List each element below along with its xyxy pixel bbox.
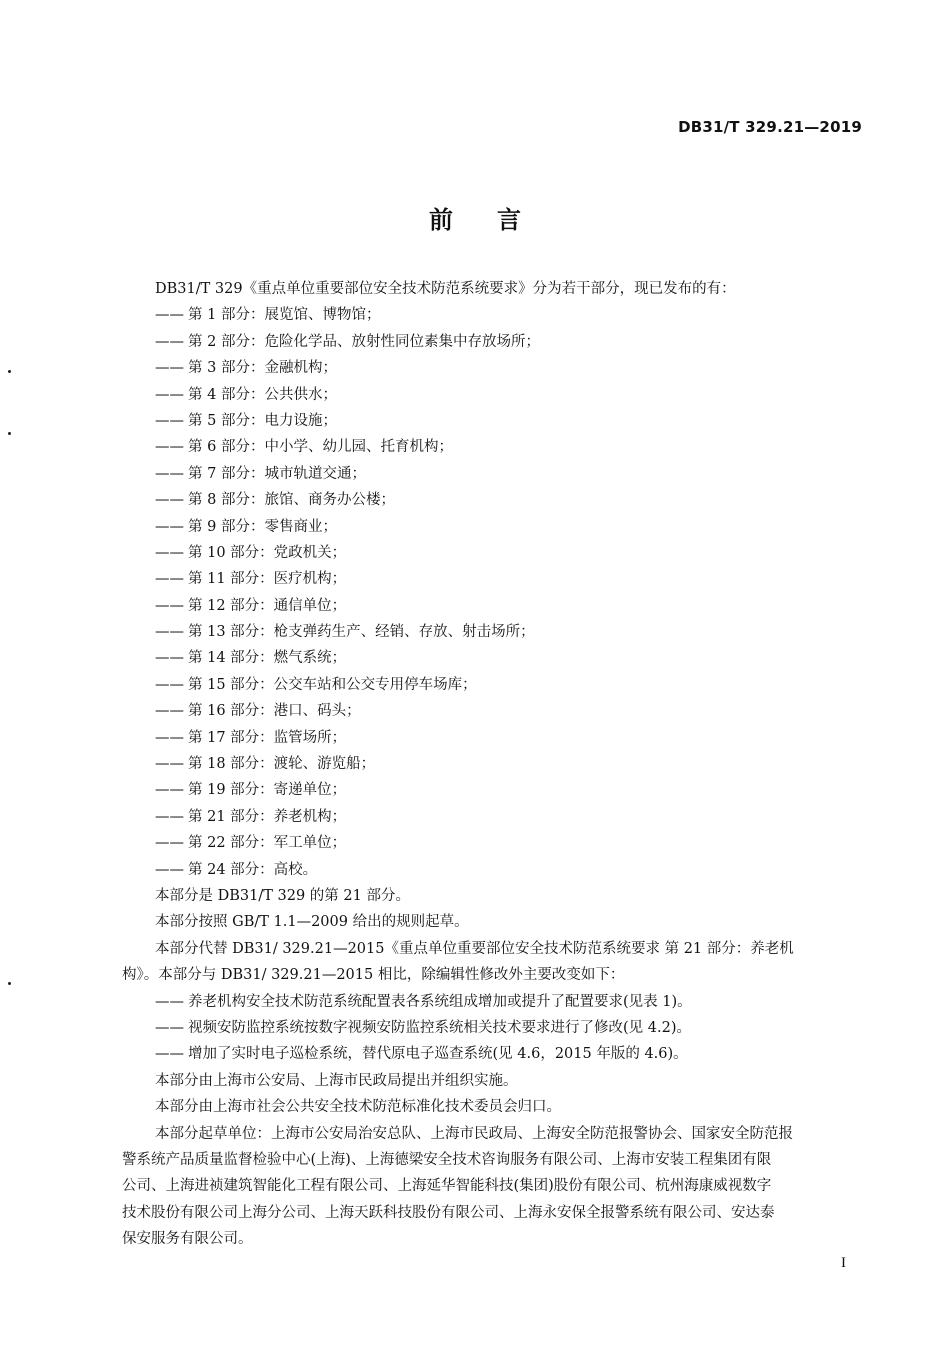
em-dash-marker: —— bbox=[155, 544, 184, 561]
change-list-item bbox=[122, 989, 862, 1015]
part-list-item bbox=[122, 777, 862, 803]
paragraph-replaces-cont: 构》。本部分与 DB31/ 329.21—2015 相比，除编辑性修改外主要改变如下： bbox=[122, 967, 625, 984]
part-list-item bbox=[122, 698, 862, 724]
part-list-item-text: 第 2 部分：危险化学品、放射性同位素集中存放场所； bbox=[188, 333, 540, 350]
part-list-item-text: 第 14 部分：燃气系统； bbox=[188, 650, 347, 667]
part-list-item-text: 第 8 部分：旅馆、商务办公楼； bbox=[188, 492, 395, 509]
part-list-item-text: 第 11 部分：医疗机构； bbox=[188, 571, 347, 588]
part-list-item-text: 第 6 部分：中小学、幼儿园、托育机构； bbox=[188, 439, 453, 456]
change-list-item-text: 增加了实时电子巡检系统，替代原电子巡查系统(见 4.6，2015 年版的 4.6)。 bbox=[188, 1046, 688, 1063]
change-list-item bbox=[122, 1015, 862, 1041]
paragraph-drafters: 本部分起草单位：上海市公安局治安总队、上海市民政局、上海安全防范报警协会、国家安全防范报 bbox=[155, 1125, 793, 1142]
part-list-item-text: 第 12 部分：通信单位； bbox=[188, 597, 347, 614]
part-list-item-text: 第 1 部分：展览馆、博物馆； bbox=[188, 307, 381, 324]
em-dash-marker: —— bbox=[155, 360, 184, 377]
change-list-item-text: 视频安防监控系统按数字视频安防监控系统相关技术要求进行了修改(见 4.2)。 bbox=[188, 1019, 691, 1036]
em-dash-marker: —— bbox=[155, 465, 184, 482]
parts-list bbox=[122, 302, 862, 883]
part-list-item bbox=[122, 487, 862, 513]
em-dash-marker: —— bbox=[155, 703, 184, 720]
part-list-item bbox=[122, 857, 862, 883]
em-dash-marker: —— bbox=[155, 1019, 184, 1036]
em-dash-marker: —— bbox=[155, 492, 184, 509]
em-dash-marker: —— bbox=[155, 1046, 184, 1063]
paragraph-drafters-cont: 警系统产品质量监督检验中心(上海)、上海德梁安全技术咨询服务有限公司、上海市安装工程集团有限 bbox=[122, 1151, 772, 1168]
paragraph-drafters-cont: 保安服务有限公司。 bbox=[122, 1231, 253, 1248]
page-title: 前言 bbox=[429, 206, 565, 234]
part-list-item bbox=[122, 725, 862, 751]
em-dash-marker: —— bbox=[155, 782, 184, 799]
part-list-item-text: 第 4 部分：公共供水； bbox=[188, 386, 337, 403]
em-dash-marker: —— bbox=[155, 439, 184, 456]
paragraph-drafting-rules: 本部分按照 GB/T 1.1—2009 给出的规则起草。 bbox=[155, 914, 469, 931]
em-dash-marker: —— bbox=[155, 808, 184, 825]
em-dash-marker: —— bbox=[155, 835, 184, 852]
scan-speck bbox=[8, 370, 11, 373]
em-dash-marker: —— bbox=[155, 676, 184, 693]
part-list-item bbox=[122, 302, 862, 328]
standard-code: DB31/T 329.21—2019 bbox=[678, 118, 862, 136]
paragraph-part-number: 本部分是 DB31/T 329 的第 21 部分。 bbox=[155, 887, 410, 904]
part-list-item-text: 第 17 部分：监管场所； bbox=[188, 729, 347, 746]
part-list-item-text: 第 10 部分：党政机关； bbox=[188, 544, 347, 561]
part-list-item bbox=[122, 751, 862, 777]
part-list-item-text: 第 22 部分：军工单位； bbox=[188, 835, 347, 852]
em-dash-marker: —— bbox=[155, 518, 184, 535]
part-list-item-text: 第 18 部分：渡轮、游览船； bbox=[188, 756, 376, 773]
em-dash-marker: —— bbox=[155, 993, 184, 1010]
changes-list bbox=[122, 989, 862, 1068]
page-number: I bbox=[841, 1255, 846, 1271]
em-dash-marker: —— bbox=[155, 861, 184, 878]
em-dash-marker: —— bbox=[155, 756, 184, 773]
part-list-item-text: 第 13 部分：枪支弹药生产、经销、存放、射击场所； bbox=[188, 624, 535, 641]
em-dash-marker: —— bbox=[155, 307, 184, 324]
paragraph-committee: 本部分由上海市社会公共安全技术防范标准化技术委员会归口。 bbox=[155, 1099, 561, 1116]
intro-paragraph: DB31/T 329《重点单位重要部位安全技术防范系统要求》分为若干部分，现已发布的有： bbox=[155, 281, 736, 297]
part-list-item bbox=[122, 619, 862, 645]
part-list-item bbox=[122, 593, 862, 619]
part-list-item-text: 第 16 部分：港口、码头； bbox=[188, 703, 361, 720]
part-list-item-text: 第 9 部分：零售商业； bbox=[188, 518, 337, 535]
part-list-item bbox=[122, 355, 862, 381]
scan-speck bbox=[8, 432, 11, 435]
part-list-item bbox=[122, 830, 862, 856]
part-list-item bbox=[122, 566, 862, 592]
part-list-item bbox=[122, 408, 862, 434]
part-list-item bbox=[122, 672, 862, 698]
part-list-item bbox=[122, 514, 862, 540]
em-dash-marker: —— bbox=[155, 624, 184, 641]
part-list-item bbox=[122, 645, 862, 671]
paragraph-drafters-cont: 技术股份有限公司上海分公司、上海天跃科技股份有限公司、上海永安保全报警系统有限公司、安达泰 bbox=[122, 1204, 775, 1221]
part-list-item-text: 第 15 部分：公交车站和公交专用停车场库； bbox=[188, 676, 477, 693]
part-list-item-text: 第 3 部分：金融机构； bbox=[188, 360, 337, 377]
em-dash-marker: —— bbox=[155, 597, 184, 614]
em-dash-marker: —— bbox=[155, 571, 184, 588]
change-list-item-text: 养老机构安全技术防范系统配置表各系统组成增加或提升了配置要求(见表 1)。 bbox=[188, 993, 692, 1010]
part-list-item bbox=[122, 804, 862, 830]
part-list-item bbox=[122, 540, 862, 566]
part-list-item bbox=[122, 434, 862, 460]
part-list-item-text: 第 19 部分：寄递单位； bbox=[188, 782, 347, 799]
paragraph-replaces: 本部分代替 DB31/ 329.21—2015《重点单位重要部位安全技术防范系统要求 第 21 部分：养老机 bbox=[155, 940, 794, 957]
part-list-item bbox=[122, 461, 862, 487]
em-dash-marker: —— bbox=[155, 386, 184, 403]
part-list-item-text: 第 21 部分：养老机构； bbox=[188, 808, 347, 825]
change-list-item bbox=[122, 1041, 862, 1067]
em-dash-marker: —— bbox=[155, 333, 184, 350]
part-list-item bbox=[122, 329, 862, 355]
paragraph-proposer: 本部分由上海市公安局、上海市民政局提出并组织实施。 bbox=[155, 1072, 518, 1089]
part-list-item-text: 第 7 部分：城市轨道交通； bbox=[188, 465, 366, 482]
em-dash-marker: —— bbox=[155, 412, 184, 429]
document-body bbox=[122, 276, 862, 1252]
scan-speck bbox=[8, 982, 11, 985]
part-list-item-text: 第 5 部分：电力设施； bbox=[188, 412, 337, 429]
part-list-item-text: 第 24 部分：高校。 bbox=[188, 861, 318, 878]
paragraph-drafters-cont: 公司、上海进祯建筑智能化工程有限公司、上海延华智能科技(集团)股份有限公司、杭州海康威视数字 bbox=[122, 1178, 772, 1195]
part-list-item bbox=[122, 382, 862, 408]
em-dash-marker: —— bbox=[155, 729, 184, 746]
em-dash-marker: —— bbox=[155, 650, 184, 667]
